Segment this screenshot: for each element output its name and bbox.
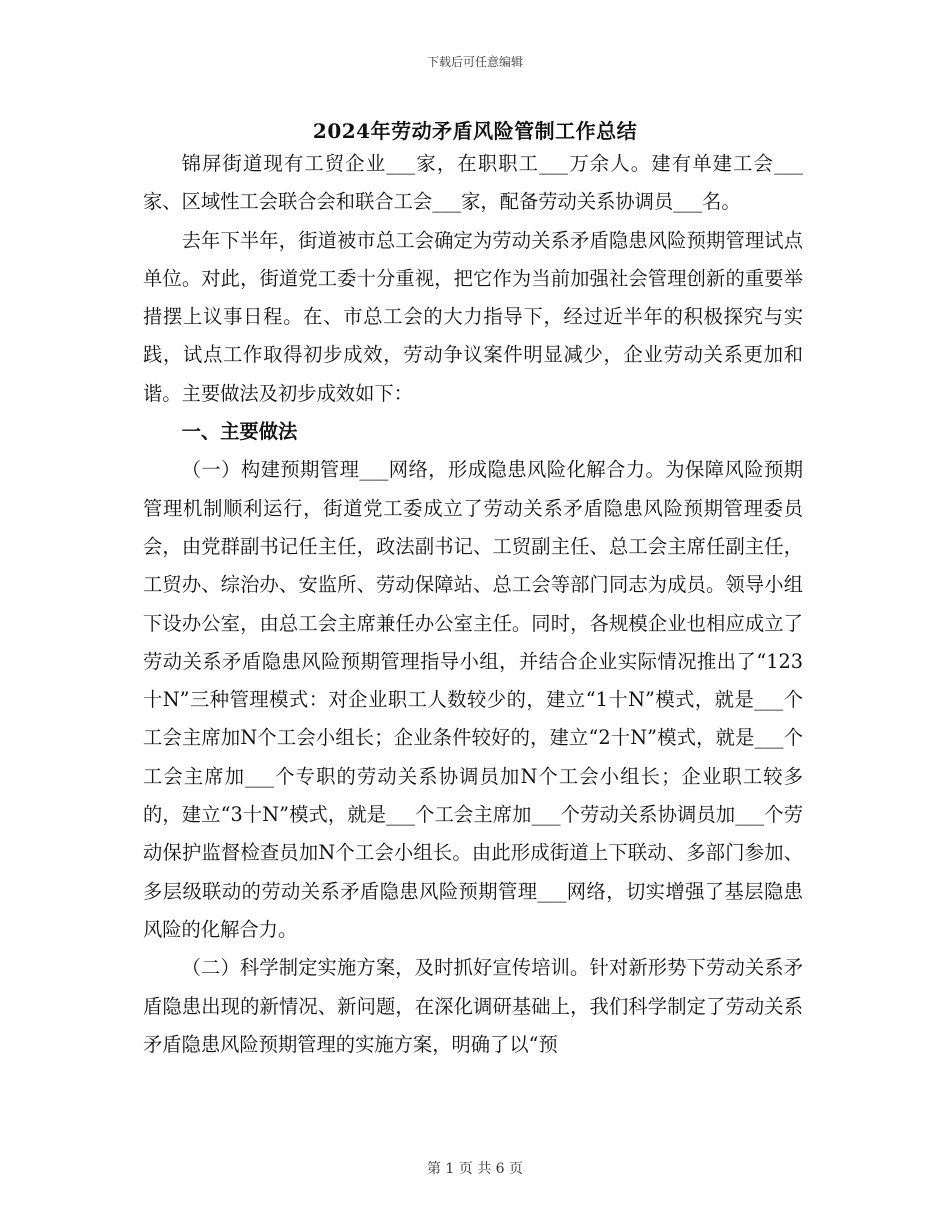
document-title: 2024年劳动矛盾风险管制工作总结: [312, 119, 638, 143]
paragraph: 去年下半年，街道被市总工会确定为劳动关系矛盾隐患风险预期管理试点单位。对此，街道党工委十分重视，把它作为当前加强社会管理创新的重要举措摆上议事日程。在、市总工会的大力指导下，经过近半年的积极探究与实践，试点工作取得初步成效，劳动争议案件明显减少，企业劳动关系更加和谐。主要做法及初步成效如下：: [143, 228, 803, 405]
paragraph: 锦屏街道现有工贸企业___家，在职职工___万余人。建有单建工会___家、区域性工会联合会和联合工会___家，配备劳动关系协调员___名。: [143, 152, 803, 214]
paragraph: （二）科学制定实施方案，及时抓好宣传培训。针对新形势下劳动关系矛盾隐患出现的新情况、新问题，在深化调研基础上，我们科学制定了劳动关系矛盾隐患风险预期管理的实施方案，明确了以“预: [143, 956, 803, 1056]
page-number: 第 1 页 共 6 页: [426, 1161, 524, 1177]
page-header-note: 下载后可任意编辑: [426, 55, 523, 69]
paragraph: （一）构建预期管理___网络，形成隐患风险化解合力。为保障风险预期管理机制顺利运行，街道党工委成立了劳动关系矛盾隐患风险预期管理委员会，由党群副书记任主任，政法副书记、工贸副主任、总工会主席任副主任，工贸办、综治办、安监所、劳动保障站、总工会等部门同志为成员。领导小组下设办公室，由总工会主席兼任办公室主任。同时，各规模企业也相应成立了劳动关系矛盾隐患风险预期管理指导小组，并结合企业实际情况推出了“123十N”三种管理模式：对企业职工人数较少的，建立“1十N”模式，就是___个工会主席加N个工会小组长；企业条件较好的，建立“2十N”模式，就是___个工会主席加___个专职的劳动关系协调员加N个工会小组长；企业职工较多的，建立“3十N”模式，就是___个工会主席加___个劳动关系协调员加___个劳动保护监督检查员加N个工会小组长。由此形成街道上下联动、多部门参加、多层级联动的劳动关系矛盾隐患风险预期管理___网络，切实增强了基层隐患风险的化解合力。: [143, 458, 803, 941]
section-heading: 一、主要做法: [181, 420, 298, 444]
document-body: [143, 145, 803, 1064]
